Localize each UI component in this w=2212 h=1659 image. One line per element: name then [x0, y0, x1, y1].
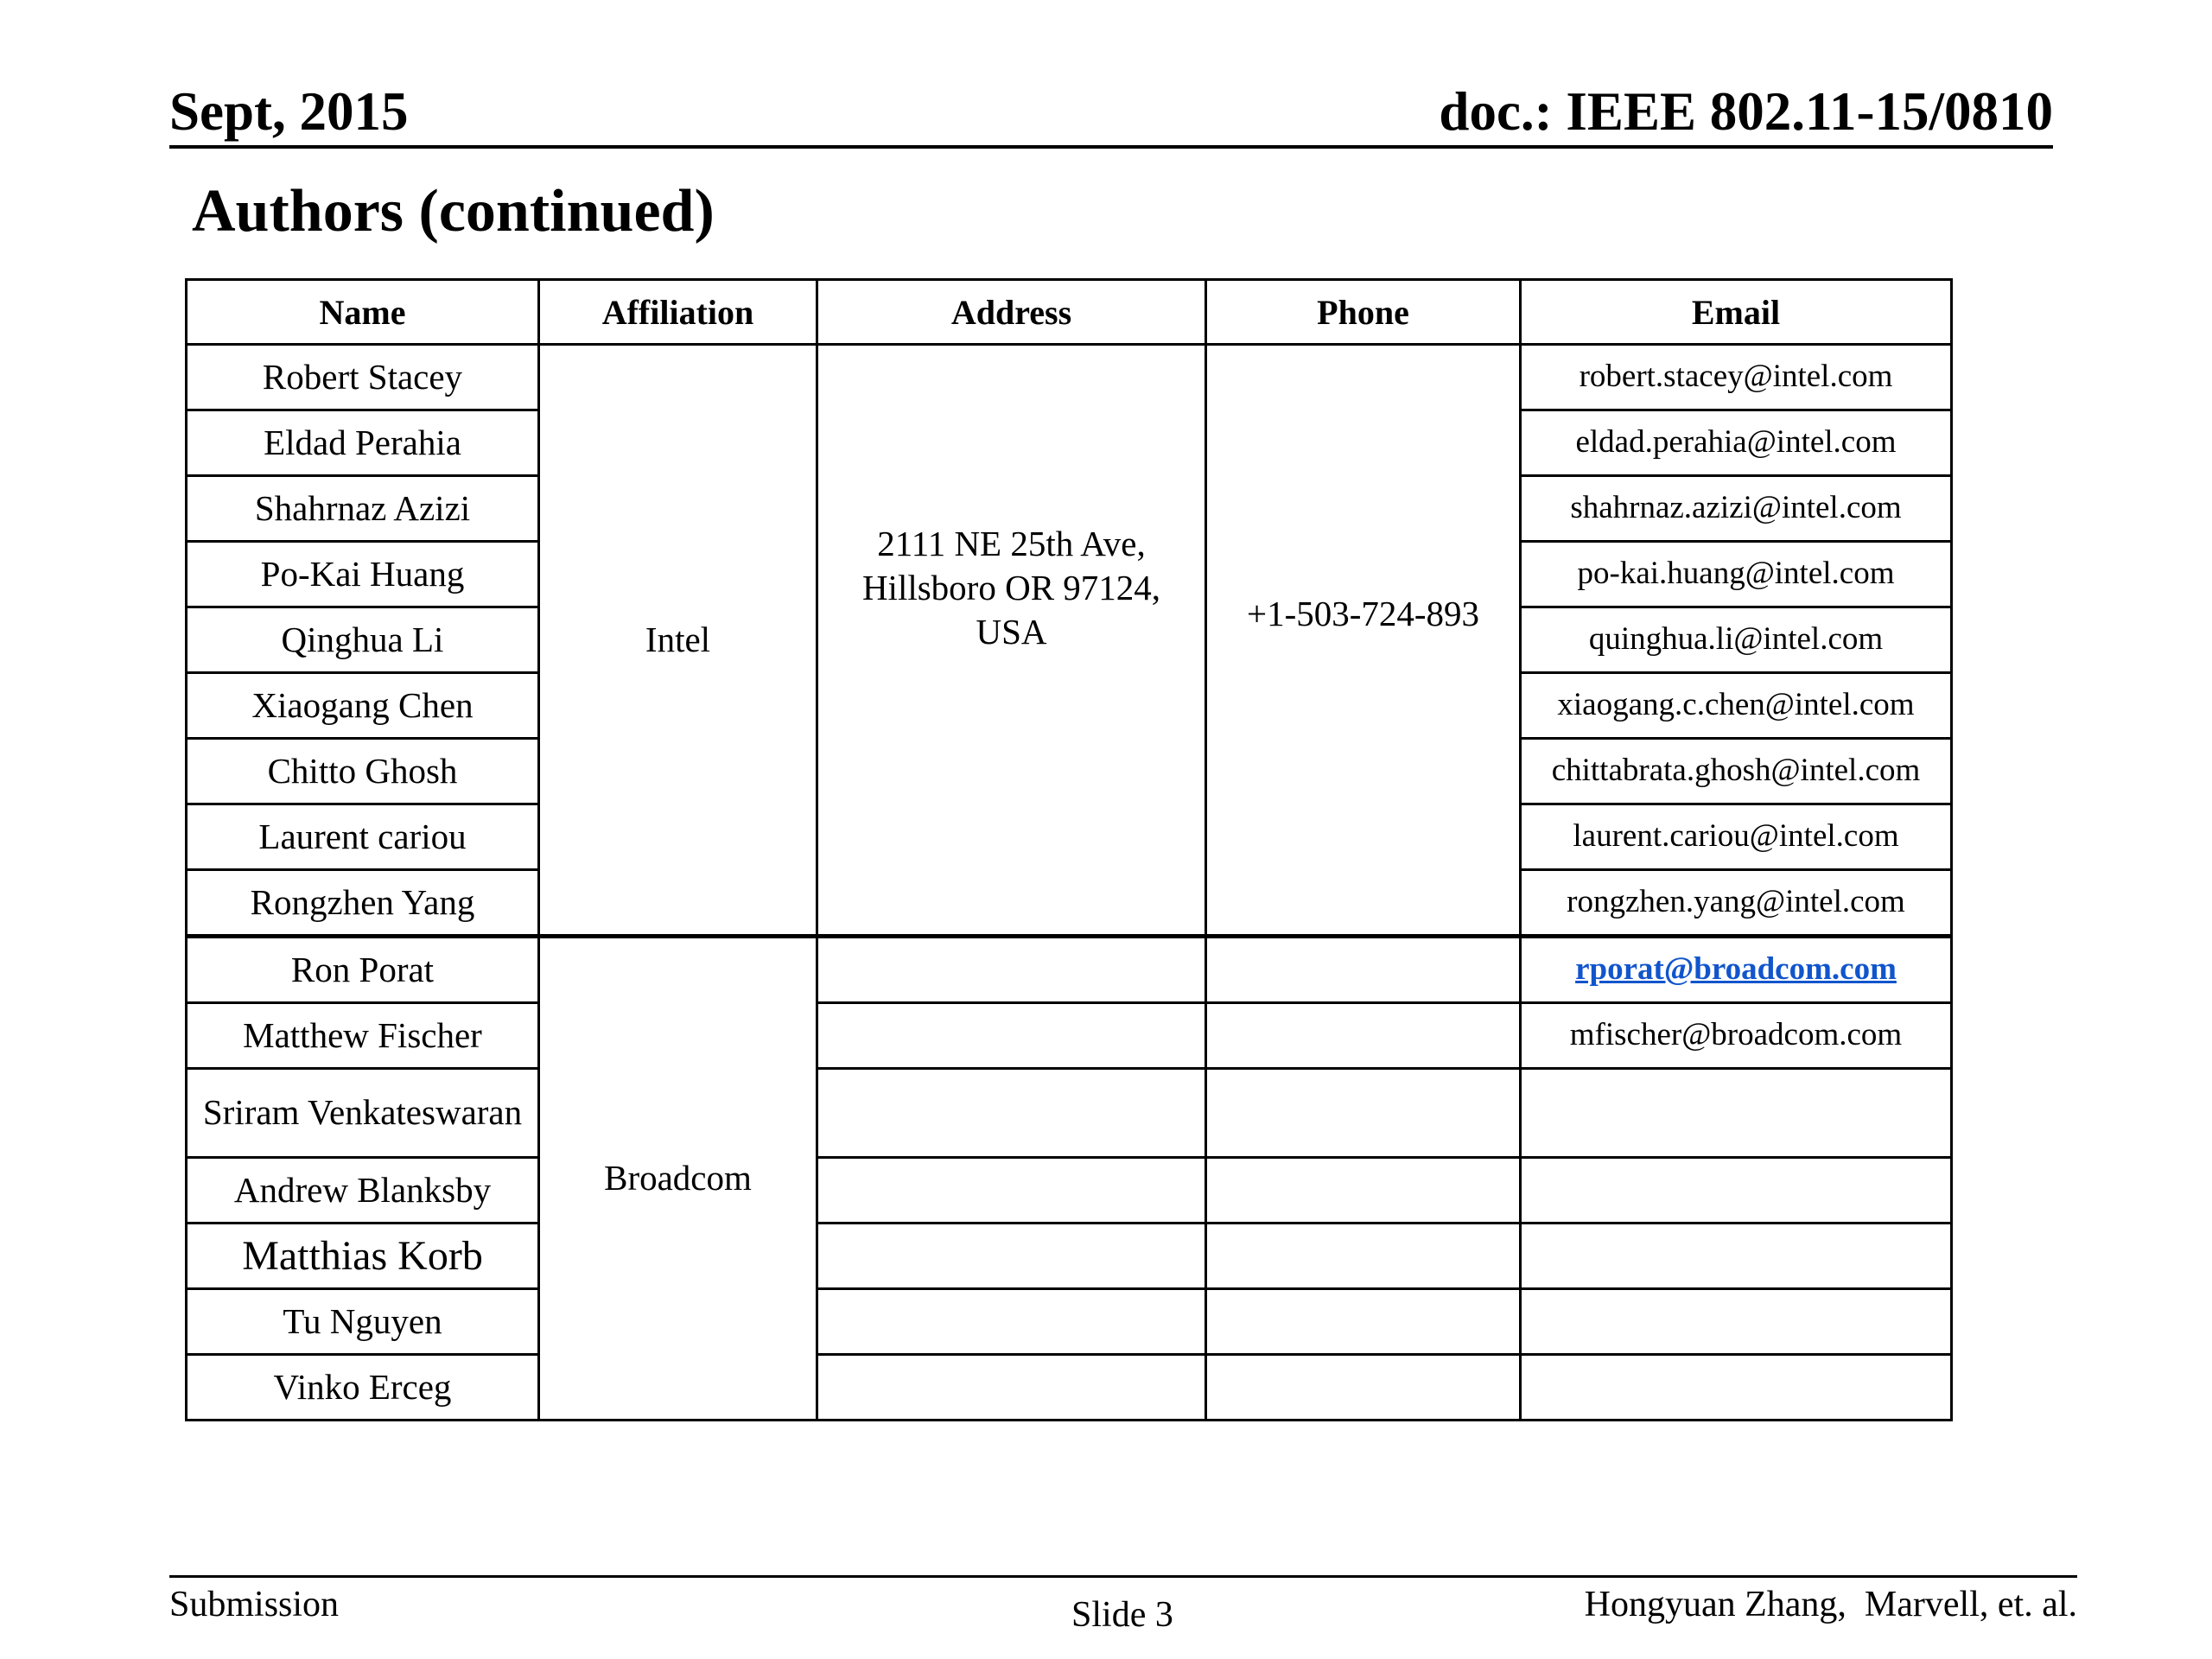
author-name: Eldad Perahia — [187, 410, 539, 476]
table-row — [187, 1158, 1952, 1224]
slide-title: Authors (continued) — [192, 178, 715, 245]
column-header-email: Email — [1521, 280, 1952, 345]
phone-cell — [1206, 1158, 1521, 1224]
column-header-address: Address — [817, 280, 1206, 345]
header-divider — [169, 145, 2053, 149]
author-email: laurent.cariou@intel.com — [1521, 804, 1952, 870]
phone-cell — [1206, 1224, 1521, 1289]
author-email: robert.stacey@intel.com — [1521, 345, 1952, 410]
address-cell — [817, 937, 1206, 1003]
author-name: Sriram Venkateswaran — [187, 1069, 539, 1158]
column-header-phone: Phone — [1206, 280, 1521, 345]
footer-submission: Submission — [169, 1585, 340, 1624]
author-email: rongzhen.yang@intel.com — [1521, 870, 1952, 937]
column-header-affiliation: Affiliation — [539, 280, 817, 345]
address-cell — [817, 1069, 1206, 1158]
column-header-name: Name — [187, 280, 539, 345]
author-name: Ron Porat — [187, 937, 539, 1003]
author-email — [1521, 1069, 1952, 1158]
table-row — [187, 1289, 1952, 1355]
footer-authors: Hongyuan Zhang, Marvell, et. al. — [1584, 1585, 2077, 1624]
author-email: mfischer@broadcom.com — [1521, 1003, 1952, 1069]
phone-cell — [1206, 1355, 1521, 1421]
table-row — [187, 1003, 1952, 1069]
author-name: Matthew Fischer — [187, 1003, 539, 1069]
author-email: shahrnaz.azizi@intel.com — [1521, 476, 1952, 542]
address-cell — [817, 1158, 1206, 1224]
author-name: Matthias Korb — [187, 1224, 539, 1289]
phone-cell — [1206, 1069, 1521, 1158]
author-email: quinghua.li@intel.com — [1521, 607, 1952, 673]
address-cell — [817, 1289, 1206, 1355]
address-cell — [817, 1224, 1206, 1289]
author-name: Shahrnaz Azizi — [187, 476, 539, 542]
authors-table — [185, 278, 1953, 1421]
table-row — [187, 937, 1952, 1003]
author-email: eldad.perahia@intel.com — [1521, 410, 1952, 476]
email-link[interactable]: rporat@broadcom.com — [1575, 951, 1897, 988]
table-row — [187, 1224, 1952, 1289]
phone-cell — [1206, 1289, 1521, 1355]
author-email — [1521, 1158, 1952, 1224]
phone-cell — [1206, 1003, 1521, 1069]
table-header-row — [187, 280, 1952, 345]
address-cell — [817, 1003, 1206, 1069]
affiliation-cell: Intel — [539, 345, 817, 937]
author-name: Tu Nguyen — [187, 1289, 539, 1355]
author-email — [1521, 1224, 1952, 1289]
author-name: Rongzhen Yang — [187, 870, 539, 937]
affiliation-cell: Broadcom — [539, 937, 817, 1421]
author-email: xiaogang.c.chen@intel.com — [1521, 673, 1952, 739]
author-name: Chitto Ghosh — [187, 739, 539, 804]
author-email — [1521, 1289, 1952, 1355]
header-doc-number: doc.: IEEE 802.11-15/0810 — [1439, 81, 2053, 142]
table-row — [187, 345, 1952, 410]
table-row — [187, 1355, 1952, 1421]
author-email: chittabrata.ghosh@intel.com — [1521, 739, 1952, 804]
author-name: Po-Kai Huang — [187, 542, 539, 607]
author-email — [1521, 937, 1952, 1003]
author-name: Robert Stacey — [187, 345, 539, 410]
address-cell — [817, 1355, 1206, 1421]
author-name: Vinko Erceg — [187, 1355, 539, 1421]
author-name: Xiaogang Chen — [187, 673, 539, 739]
table-row — [187, 1069, 1952, 1158]
phone-cell: +1-503-724-893 — [1206, 345, 1521, 937]
author-email — [1521, 1355, 1952, 1421]
author-name: Qinghua Li — [187, 607, 539, 673]
header-date: Sept, 2015 — [169, 81, 409, 142]
author-name: Laurent cariou — [187, 804, 539, 870]
author-name: Andrew Blanksby — [187, 1158, 539, 1224]
author-email: po-kai.huang@intel.com — [1521, 542, 1952, 607]
footer-slide-number: Slide 3 — [1071, 1595, 1173, 1635]
phone-cell — [1206, 937, 1521, 1003]
address-cell: 2111 NE 25th Ave, Hillsboro OR 97124, USA — [817, 345, 1206, 937]
footer-divider — [169, 1575, 2077, 1578]
